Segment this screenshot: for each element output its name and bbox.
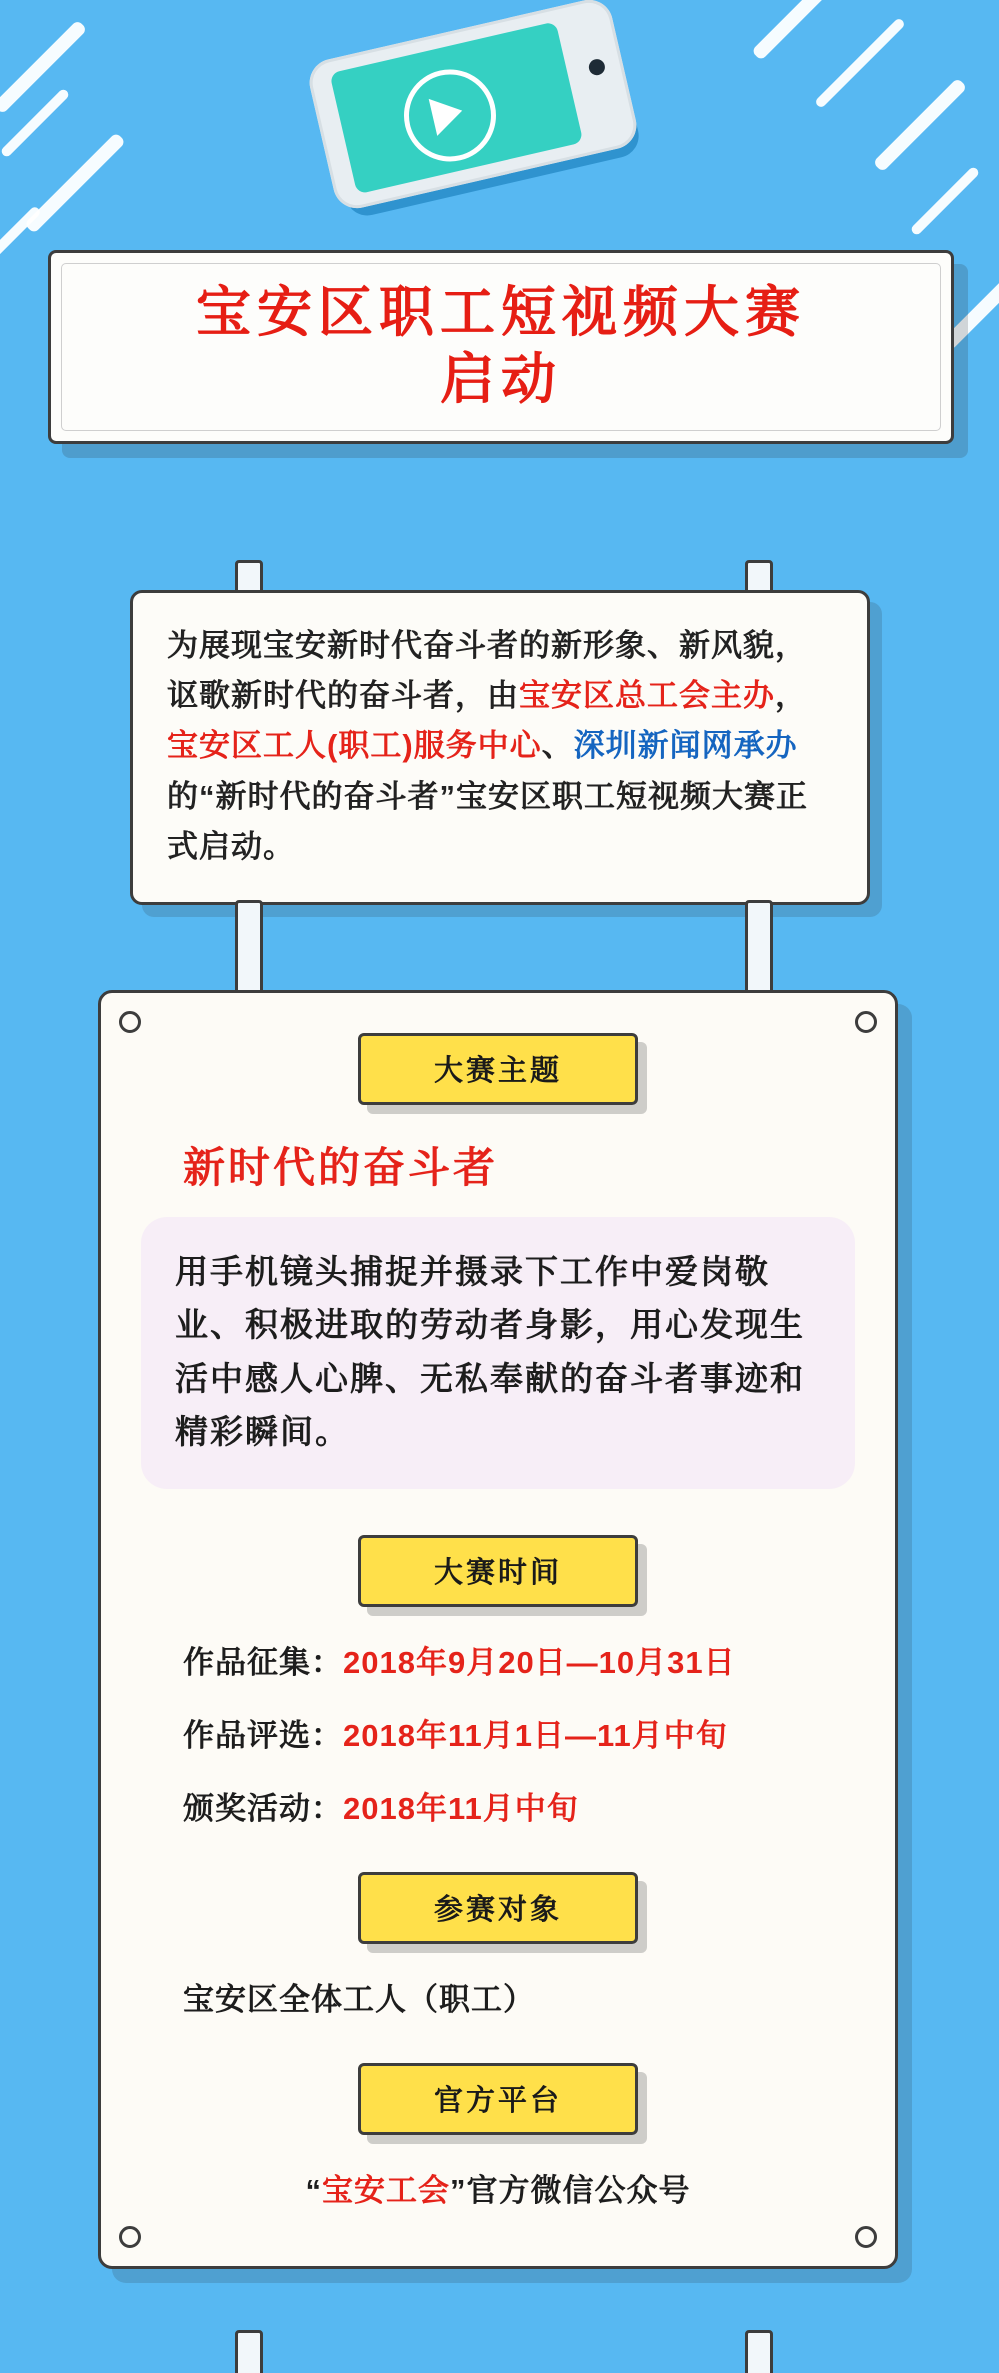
- decor-stripe: [0, 20, 87, 115]
- platform-suffix: ”官方微信公众号: [450, 2172, 691, 2208]
- connector-pole: [235, 2330, 263, 2373]
- section-tag-target: 参赛对象: [358, 1872, 638, 1944]
- page-title-line2: 启动: [439, 348, 562, 411]
- play-button-icon: [395, 60, 505, 170]
- section-tag-theme: 大赛主题: [358, 1033, 638, 1105]
- camera-dot-icon: [587, 58, 606, 77]
- decor-stripe: [751, 0, 839, 61]
- intro-blue1: 深圳新闻网承办: [573, 728, 798, 764]
- intro-part2: 的“新时代的奋斗者”宝安区职工短视频大赛正式启动。: [167, 778, 808, 864]
- tablet-body: [305, 0, 641, 213]
- section-tag-platform: 官方平台: [358, 2063, 638, 2135]
- title-board: [48, 250, 954, 444]
- page-title-line1: 宝安区职工短视频大赛: [195, 281, 806, 343]
- platform-prefix: “: [305, 2172, 322, 2208]
- decor-stripe: [0, 205, 42, 269]
- screw-icon: [119, 2226, 141, 2248]
- intro-paragraph: [167, 621, 833, 872]
- intro-red2: 宝安区工人(职工)服务中心: [167, 728, 542, 764]
- intro-red1: 宝安区总工会主办: [519, 678, 775, 714]
- time-value: 2018年11月1日—11月中旬: [343, 1717, 728, 1753]
- main-content-board: [98, 990, 898, 2269]
- screw-icon: [119, 1011, 141, 1033]
- connector-pole: [745, 2330, 773, 2373]
- target-text: 宝安区全体工人（职工）: [183, 1981, 535, 2017]
- platform-text: [141, 2165, 855, 2210]
- intro-part1: 为展现宝安新时代奋斗者的新形象、新风貌，讴歌新时代的奋斗者，由: [167, 628, 807, 714]
- platform-value: 宝安工会: [322, 2172, 450, 2208]
- time-row: [183, 1710, 855, 1755]
- time-value: 2018年9月20日—10月31日: [343, 1644, 736, 1680]
- intro-card: [130, 590, 870, 905]
- decor-stripe: [910, 166, 981, 237]
- theme-description: 用手机镜头捕捉并摄录下工作中爱岗敬业、积极进取的劳动者身影，用心发现生活中感人心脾、无私奉献的奋斗者事迹和精彩瞬间。: [141, 1217, 855, 1489]
- theme-title: 新时代的奋斗者: [183, 1144, 499, 1191]
- screw-icon: [855, 1011, 877, 1033]
- time-value: 2018年11月中旬: [343, 1790, 579, 1826]
- section-tag-time: 大赛时间: [358, 1535, 638, 1607]
- play-triangle-icon: [429, 92, 467, 136]
- time-row: [183, 1783, 855, 1828]
- time-label: 颁奖活动：: [183, 1790, 343, 1826]
- tablet-illustration: [318, 10, 668, 225]
- screw-icon: [855, 2226, 877, 2248]
- intro-sep2: 、: [541, 728, 574, 764]
- decor-stripe: [24, 132, 126, 234]
- intro-sep1: ，: [775, 678, 807, 714]
- time-label: 作品征集：: [183, 1644, 343, 1680]
- decor-stripe: [873, 78, 968, 173]
- time-label: 作品评选：: [183, 1717, 343, 1753]
- decor-stripe: [814, 17, 906, 109]
- time-row: [183, 1637, 855, 1682]
